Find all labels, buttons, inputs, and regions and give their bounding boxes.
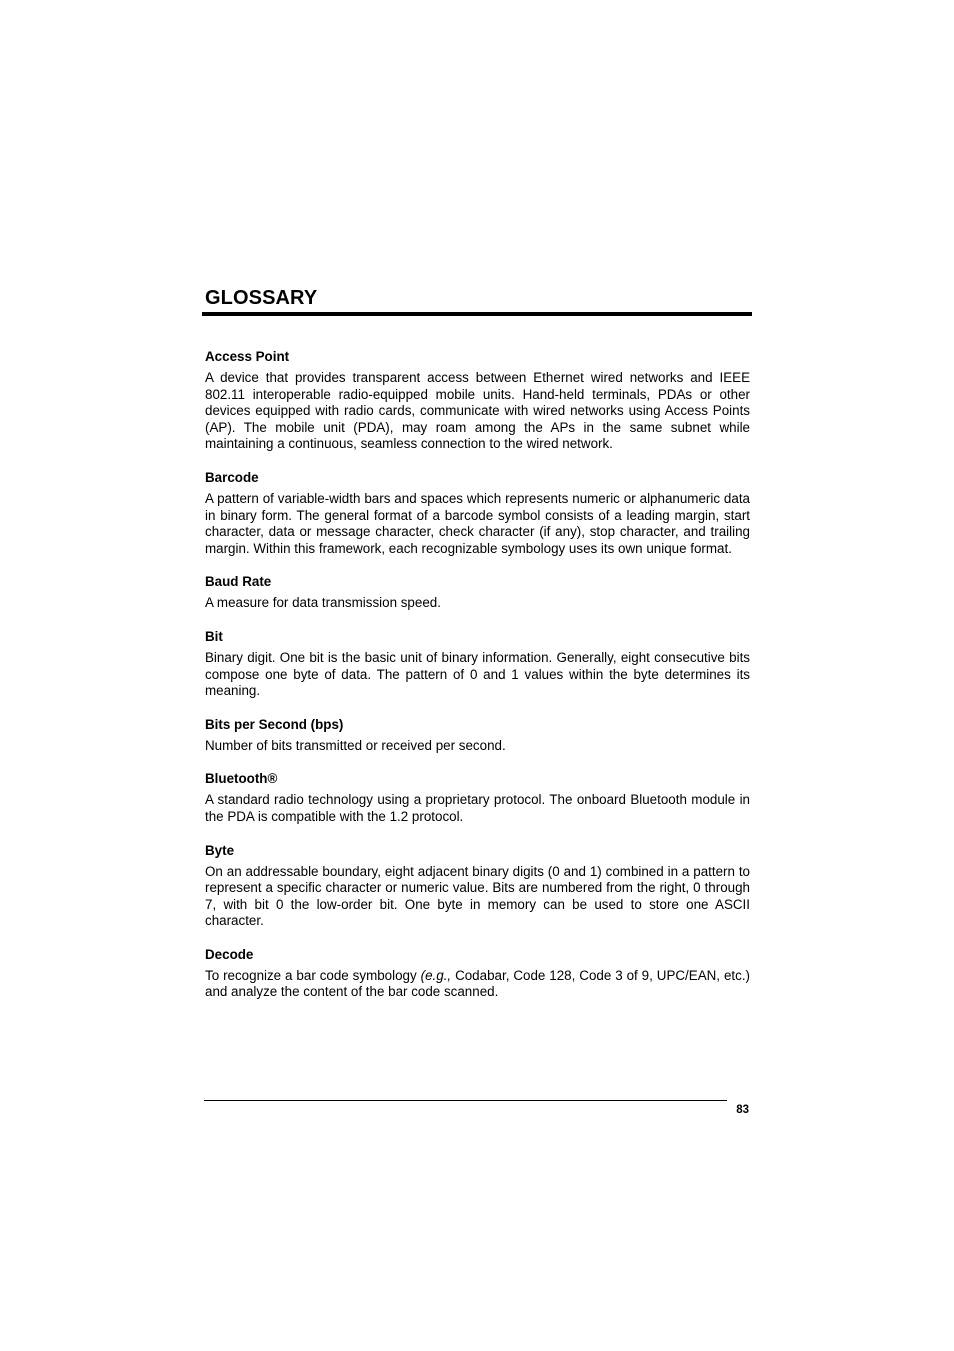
glossary-definition: On an addressable boundary, eight adjacent binary digits (0 and 1) combined in a pattern to represent a specific character or numeric value. Bits are numbered from the right, 0 through 7, with bit 0 the low-order bit. One byte in memory can be used to store one ASCII character. xyxy=(205,863,750,929)
glossary-entry-bluetooth xyxy=(205,770,750,825)
glossary-entry-baud-rate xyxy=(205,573,750,612)
definition-italic-text: (e.g., xyxy=(420,967,452,983)
glossary-term: Bluetooth® xyxy=(205,771,278,787)
title-divider xyxy=(202,312,752,316)
glossary-term: Access Point xyxy=(205,349,290,364)
glossary-definition: A standard radio technology using a proprietary protocol. The onboard Bluetooth module in the PDA is compatible with the 1.2 protocol. xyxy=(205,792,750,824)
glossary-term: Decode xyxy=(205,946,254,962)
glossary-definition: A measure for data transmission speed. xyxy=(205,595,441,611)
definition-text: To recognize a bar code symbology xyxy=(205,967,421,983)
glossary-entry-decode xyxy=(205,946,750,1001)
glossary-definition: Number of bits transmitted or received per second. xyxy=(205,737,506,753)
glossary-definition: A pattern of variable-width bars and spaces which represents numeric or alphanumeric data in binary form. The general format of a barcode symbol consists of a leading margin, start character, data or message character, check character (if any), stop character, and trailing margin. Within this framework, each recognizable symbology uses its own unique format. xyxy=(205,490,750,556)
page-number: 83 xyxy=(736,1104,749,1116)
glossary-definition xyxy=(205,968,750,1001)
glossary-term: Bit xyxy=(205,628,223,644)
glossary-list xyxy=(205,348,750,1017)
glossary-definition: A device that provides transparent access between Ethernet wired networks and IEEE 802.11 interoperable radio-equipped mobile units. Hand-held terminals, PDAs or other devices equipped with radio cards, communicate with wired networks using Access Points (AP). The mobile unit (PDA), may roam among the APs in the same subnet while maintaining a continuous, seamless connection to the wired network. xyxy=(205,370,750,452)
definition-text: Codabar, Code 128, Code 3 of 9, UPC/EAN, etc.) and analyze the content of the bar code scanned. xyxy=(205,967,750,1000)
glossary-entry-byte xyxy=(205,842,750,930)
glossary-entry-access-point xyxy=(205,348,750,453)
page-title: GLOSSARY xyxy=(205,287,318,309)
footer-divider xyxy=(204,1100,727,1101)
glossary-term: Bits per Second (bps) xyxy=(205,716,344,732)
glossary-entry-bit xyxy=(205,628,750,700)
glossary-entry-bits-per-second xyxy=(205,716,750,755)
glossary-term: Byte xyxy=(205,842,235,858)
glossary-term: Barcode xyxy=(205,469,259,485)
glossary-entry-barcode xyxy=(205,469,750,557)
glossary-term: Baud Rate xyxy=(205,574,272,590)
glossary-definition: Binary digit. One bit is the basic unit of binary information. Generally, eight consecutive bits compose one byte of data. The pattern of 0 and 1 values within the byte determines its meaning. xyxy=(205,649,750,699)
